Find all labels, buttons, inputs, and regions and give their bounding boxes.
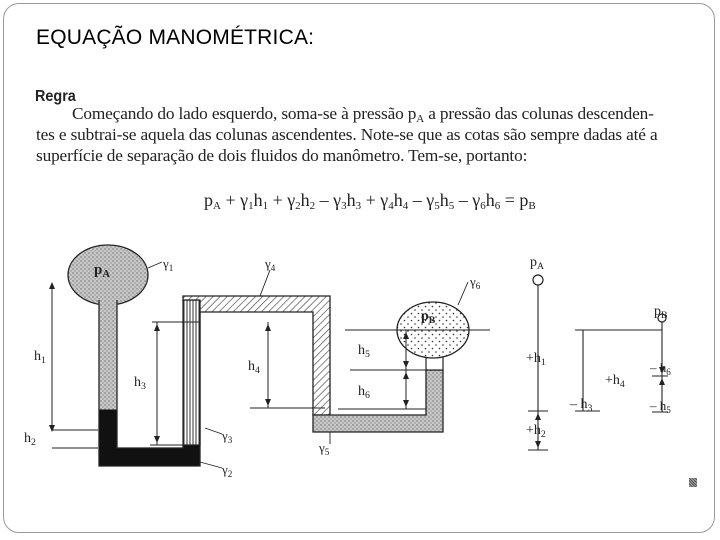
equation-subscript: 5 xyxy=(448,200,455,212)
h2-label: $h_2$ xyxy=(24,431,36,448)
equation-term: – γ xyxy=(408,190,435,210)
equation-subscript: 2 xyxy=(295,200,301,212)
diagram-h3-label: – $h_3$ xyxy=(570,397,593,414)
rule-line-1a: Começando do lado esquerdo, soma-se à pressão p xyxy=(72,104,417,123)
rule-line-1-sub: A xyxy=(416,113,425,125)
gamma-2-label: $\gamma_2$ xyxy=(222,462,233,479)
diagram-h1-label: $+h_1$ xyxy=(526,351,546,368)
h3-label: $h_3$ xyxy=(134,375,146,392)
lower-right-fluid xyxy=(313,370,443,432)
left-tube-fluid xyxy=(99,300,117,410)
equation-subscript: 4 xyxy=(388,200,394,212)
equation-term: p xyxy=(204,190,213,210)
rule-line-2: tes e subtrai-se aquela das colunas ascendentes. Note-se que as cotas são sempre dadas até a xyxy=(36,125,658,144)
rule-line-3: superfície de separação de dois fluidos do manômetro. Tem-se, portanto: xyxy=(36,146,528,165)
gamma-6-label: $\gamma_6$ xyxy=(470,274,481,291)
equation-term: + γ xyxy=(361,190,389,210)
equation-term: h xyxy=(346,190,356,210)
equation-term: h xyxy=(485,190,495,210)
equation-subscript: 6 xyxy=(480,200,486,212)
vessel-b-label: $p_B$ xyxy=(421,309,436,326)
pressure-diagram xyxy=(528,275,668,450)
equation-subscript: 5 xyxy=(434,200,440,212)
h5-label: $h_5$ xyxy=(358,343,370,360)
equation-subscript: 2 xyxy=(309,200,316,212)
gamma-5-label: $\gamma_5$ xyxy=(319,440,330,457)
diagram-pa-label: $p_A$ xyxy=(530,255,545,272)
diagram-h5-label: – $h_5$ xyxy=(650,398,671,415)
equation-subscript: 4 xyxy=(402,200,409,212)
slide-title: EQUAÇÃO MANOMÉTRICA: xyxy=(36,26,315,49)
diagram-h6-label: – $h_6$ xyxy=(650,360,671,377)
rule-heading: Regra xyxy=(35,88,76,105)
equation-term: h xyxy=(439,190,449,210)
equation-term: h xyxy=(393,190,403,210)
equation-subscript: 6 xyxy=(494,200,501,212)
pressure-diagram-labels xyxy=(526,255,671,440)
equation-subscript: B xyxy=(528,200,536,212)
equation-subscript: 1 xyxy=(262,200,269,212)
equation-term: h xyxy=(300,190,310,210)
equation-term: – γ xyxy=(315,190,342,210)
diagram-h4-label: $+h_4$ xyxy=(605,373,625,390)
rule-line-1b: a pressão das colunas descenden- xyxy=(424,104,654,123)
diagram-h2-label: $+h_2$ xyxy=(526,423,546,440)
equation-term: + γ xyxy=(268,190,296,210)
equation-term: + γ xyxy=(220,190,249,210)
vessel-a-label: $p_A$ xyxy=(94,262,110,280)
h1-label: $h_1$ xyxy=(34,349,46,366)
h6-label: $h_6$ xyxy=(358,384,370,401)
gamma-4-label: $\gamma_4$ xyxy=(265,256,276,273)
gamma-3-label: $\gamma_3$ xyxy=(222,428,233,445)
equation-subscript: 1 xyxy=(248,200,254,212)
equation-term: h xyxy=(253,190,263,210)
diagram-pb-label: $p_B$ xyxy=(654,304,668,321)
upper-arm-fluid xyxy=(183,296,330,415)
gamma-1-label: $\gamma_1$ xyxy=(163,256,174,273)
equation-term: – γ xyxy=(454,190,481,210)
equation-subscript: A xyxy=(213,200,221,212)
equation-subscript: 3 xyxy=(341,200,347,212)
h4-label: $h_4$ xyxy=(248,359,260,376)
equation-subscript: 3 xyxy=(355,200,362,212)
corner-mark xyxy=(689,478,697,487)
equation-term: = p xyxy=(500,190,529,210)
